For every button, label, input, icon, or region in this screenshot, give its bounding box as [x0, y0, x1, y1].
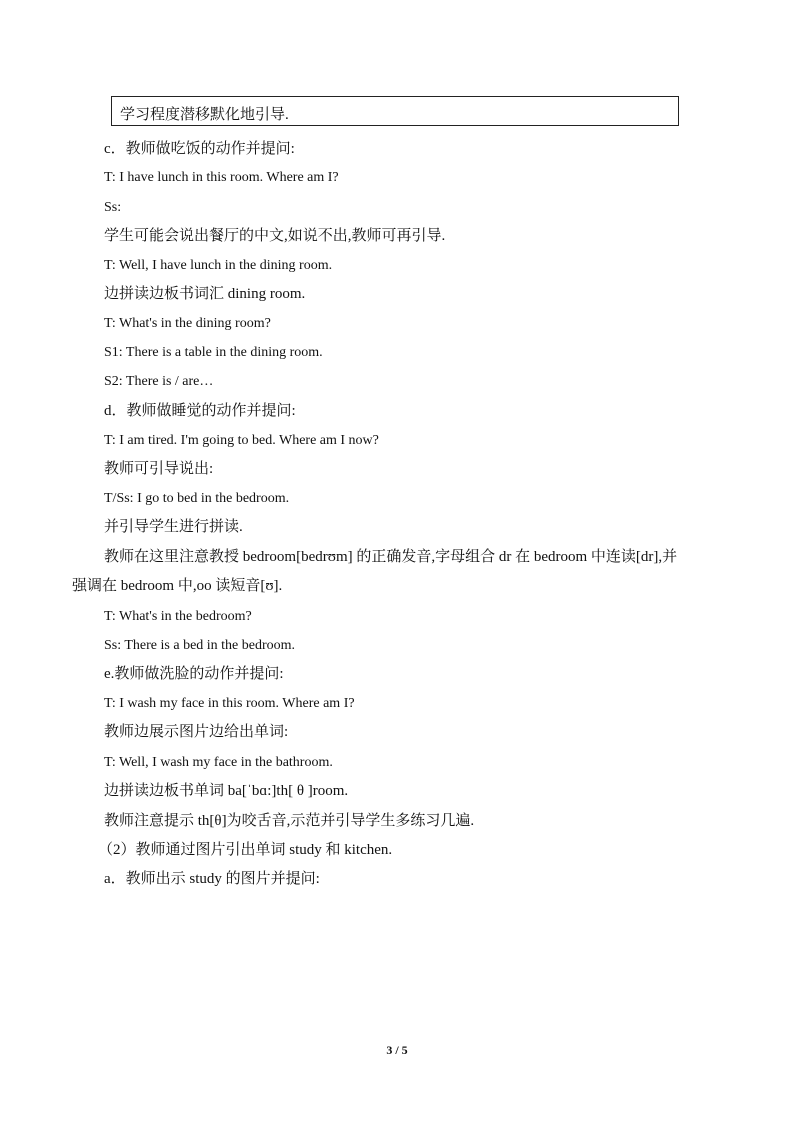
text-line: T: What's in the bedroom?	[104, 609, 252, 624]
text-line: T/Ss: I go to bed in the bedroom.	[104, 491, 290, 506]
text-line: T: Well, I have lunch in the dining room.	[104, 258, 333, 273]
text-line: a．教师出示 study 的图片并提问:	[104, 871, 320, 887]
page-number: 3 / 5	[386, 1043, 408, 1057]
text-line: 边拼读边板书词汇 dining room.	[104, 286, 306, 302]
text-line: Ss: There is a bed in the bedroom.	[104, 638, 296, 653]
text-line: 边拼读边板书单词 ba[ˈbɑ:]th[ θ ]room.	[104, 783, 349, 799]
text-line: T: I am tired. I'm going to bed. Where am I now?	[104, 433, 379, 448]
text-line: c．教师做吃饭的动作并提问:	[104, 141, 295, 157]
text-line: 教师在这里注意教授 bedroom[bedrʊm] 的正确发音,字母组合 dr 在 bedroom 中连读[dr],并	[104, 549, 678, 565]
text-line: T: Well, I wash my face in the bathroom.	[104, 755, 333, 770]
text-line: S2: There is / are…	[104, 374, 214, 389]
boxed-text: 学习程度潜移默化地引导.	[120, 107, 289, 123]
text-line: T: I have lunch in this room. Where am I?	[104, 170, 339, 185]
text-line: T: What's in the dining room?	[104, 316, 271, 331]
text-line: 教师边展示图片边给出单词:	[104, 724, 289, 740]
text-line: 教师注意提示 th[θ]为咬舌音,示范并引导学生多练习几遍.	[104, 813, 475, 829]
text-line: d．教师做睡觉的动作并提问:	[104, 403, 296, 419]
text-line: 强调在 bedroom 中,oo 读短音[ʊ].	[72, 578, 283, 594]
text-line: e.教师做洗脸的动作并提问:	[104, 666, 284, 682]
text-line: 教师可引导说出:	[104, 461, 214, 477]
text-line: Ss:	[104, 200, 122, 215]
text-line: S1: There is a table in the dining room.	[104, 345, 323, 360]
text-line: （2）教师通过图片引出单词 study 和 kitchen.	[98, 842, 393, 858]
text-line: 并引导学生进行拼读.	[104, 519, 243, 535]
text-line: 学生可能会说出餐厅的中文,如说不出,教师可再引导.	[104, 228, 446, 244]
text-line: T: I wash my face in this room. Where am I?	[104, 696, 355, 711]
boxed-text-cell	[111, 96, 679, 126]
